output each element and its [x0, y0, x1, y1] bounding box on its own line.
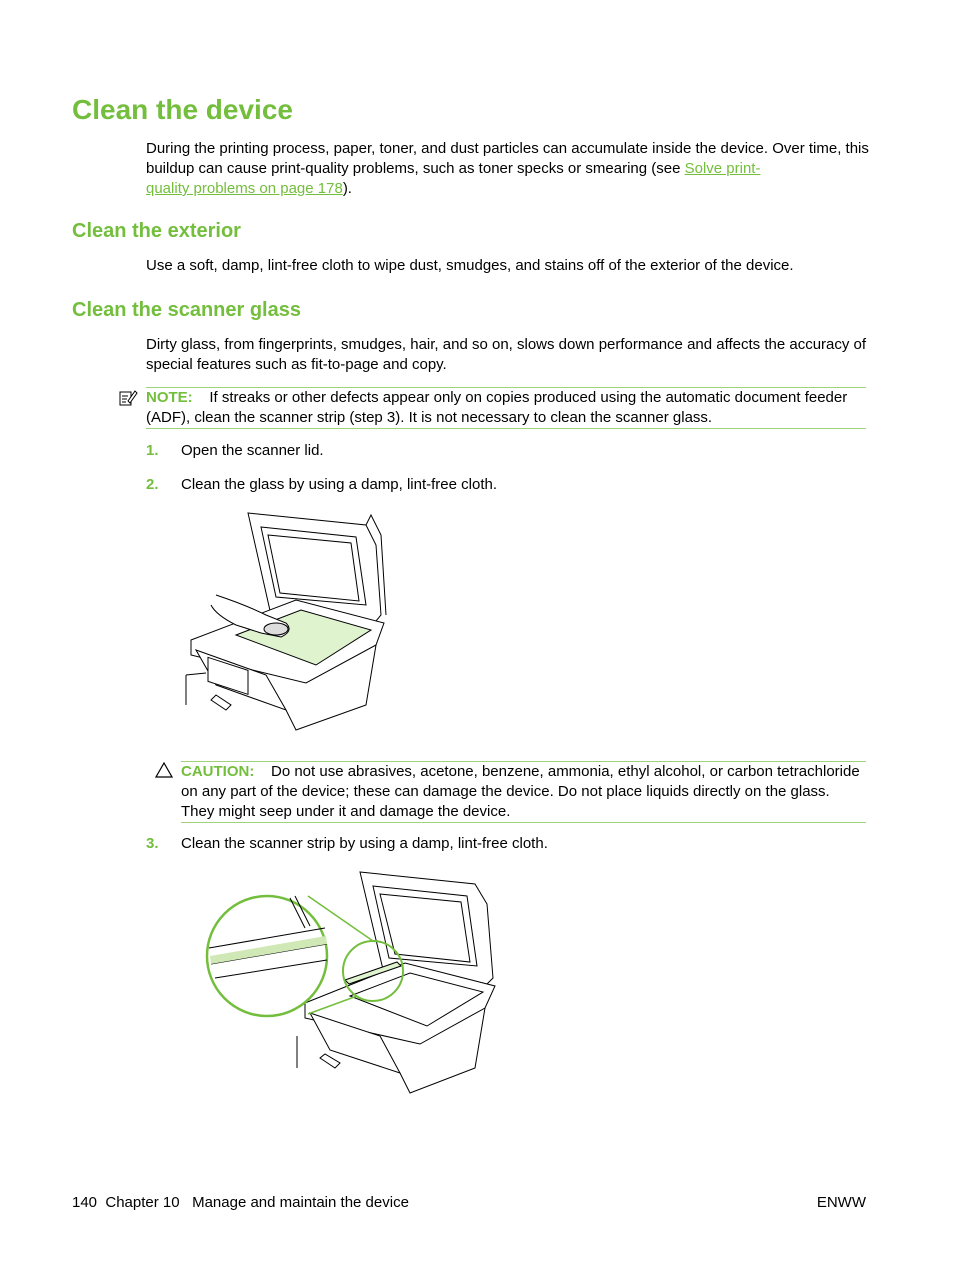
caution-text: Do not use abrasives, acetone, benzene, ammonia, ethyl alcohol, or carbon tetrachloride on any part of the device; these can damage the device. Do not place liquids directly on the glass. They might seep under it and damage the device. — [181, 763, 860, 820]
caution-box — [181, 761, 866, 823]
caution-label: CAUTION: — [181, 763, 255, 780]
step-text: Open the scanner lid. — [181, 442, 324, 459]
footer-right: ENWW — [816, 1194, 866, 1211]
heading-clean-scanner-glass: Clean the scanner glass — [72, 299, 301, 321]
solve-print-quality-link[interactable]: Solve print- quality problems on page 178 — [146, 160, 761, 197]
step-number: 1. — [146, 442, 159, 459]
step-number: 2. — [146, 476, 159, 493]
step-3 — [146, 834, 548, 854]
note-text: If streaks or other defects appear only on copies produced using the automatic document feeder (ADF), clean the scanner strip (step 3). It is not necessary to clean the scanner glass. — [146, 389, 848, 426]
exterior-paragraph: Use a soft, damp, lint-free cloth to wipe dust, smudges, and stains off of the exterior of the device. — [146, 257, 794, 274]
footer-left — [72, 1193, 409, 1213]
caution-icon — [155, 762, 173, 778]
scanner-paragraph: Dirty glass, from fingerprints, smudges, hair, and so on, slows down performance and affects the accuracy of special features such as fit-to-page and copy. — [146, 336, 867, 373]
chapter-title: Chapter 10 Manage and maintain the device — [105, 1194, 409, 1211]
step-1 — [146, 441, 324, 461]
note-label: NOTE: — [146, 389, 193, 406]
intro-text: During the printing process, paper, toner, and dust particles can accumulate inside the device. Over time, this buildup can cause print-quality problems, such as toner specks or smearing (see — [146, 140, 869, 177]
note-icon — [118, 388, 138, 408]
page-title: Clean the device — [72, 94, 293, 125]
clean-scanner-strip-illustration — [205, 868, 505, 1103]
step-2 — [146, 475, 497, 495]
intro-paragraph — [146, 139, 870, 199]
step-text: Clean the glass by using a damp, lint-free cloth. — [181, 476, 498, 493]
heading-clean-exterior: Clean the exterior — [72, 220, 241, 242]
page-number: 140 — [72, 1194, 98, 1211]
intro-text-end: ). — [342, 180, 352, 197]
step-number: 3. — [146, 835, 159, 852]
step-text: Clean the scanner strip by using a damp, lint-free cloth. — [181, 835, 548, 852]
note-box — [146, 387, 866, 429]
clean-glass-illustration — [176, 505, 391, 740]
